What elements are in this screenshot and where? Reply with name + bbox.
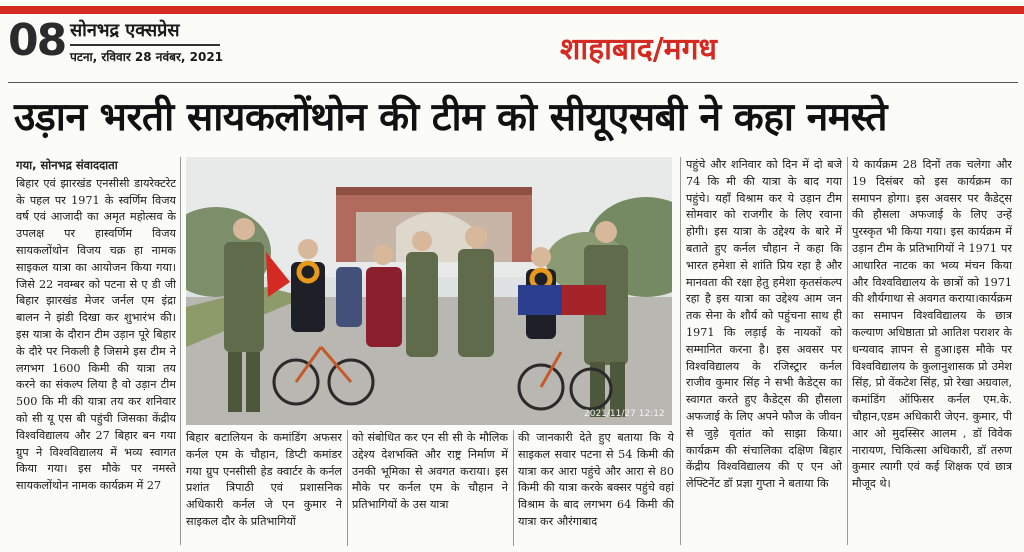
paper-name: सोनभद्र एक्सप्रेस bbox=[70, 20, 180, 41]
issue-date: पटना, रविवार 28 नवंबर, 2021 bbox=[70, 50, 224, 64]
column-2-text: बिहार बटालियन के कमांडिंग अफसर कर्नल एम के चौहान, डिप्टी कमांडर गया ग्रुप एनसीसी हेड क्वार्टर के कर्नल प्रशांत त्रिपाठी एवं प्रशासनिक अधिकारी कर्नल जे एन कुमार ने साइकल दौर के प्रतिभागियों bbox=[186, 431, 342, 528]
header-divider bbox=[8, 82, 1018, 83]
top-accent-bar bbox=[0, 6, 1024, 14]
article-column-3 bbox=[352, 430, 508, 548]
article-dateline: गया, सोनभद्र संवाददाता bbox=[16, 158, 118, 172]
column-6-text: ये कार्यक्रम 28 दिनों तक चलेगा और 19 दिसंबर को इस कार्यक्रम का समापन होगा। इस अवसर पर कैडेट्स की हौसला अफजाई के लिए उन्हें पुरस्कृत भी किया गया। इस कार्यक्रम में उड़ान टीम के प्रतिभागियों ने 1971 पर आधारित नाटक का भव्य मंचन किया और विश्वविद्यालय के छात्रों को 1971 की शौर्यगाथा से अवगत कराया।कार्यक्रम का समापन विश्वविद्यालय के छात्र कल्याण अधिष्ठाता प्रो आतिश पराशर के धन्यवाद ज्ञापन से हुआ।इस मौके पर विश्वविद्यालय के कुलानुशासक प्रो उमेश सिंह, प्रो वेंकटेश सिंह, प्रो रेखा अग्रवाल, कमांडिंग ऑफिसर कर्नल एम.के. चौहान,एडम अधिकारी जेएन. कुमार, पी आर ओ मुदस्सिर आलम , डॉ विवेक नारायण, चिकित्सा अधिकारी, डॉ तरुण कुमार त्यागी एवं कई शिक्षक एवं छात्र मौजूद थे। bbox=[852, 158, 1012, 491]
column-3-text: को संबोधित कर एन सी सी के मौलिक उद्देश्य देशभक्ति और राष्ट्र निर्माण में उनकी भूमिका से अवगत कराया। इस मौके पर कर्नल एम के चौहान ने प्रतिभागियों के उस यात्रा bbox=[352, 431, 508, 512]
column-4-text: की जानकारी देते हुए बताया कि ये साइकल सवार पटना से 54 किमी की यात्रा कर आरा पहुंचे और आरा से 80 किमी की यात्रा करके बक्सर पहुंचे वहां विश्राम के बाद लगभग 64 किमी की यात्रा कर औरंगाबाद bbox=[518, 431, 674, 528]
article-column-5 bbox=[686, 157, 842, 547]
page-number: 08 bbox=[8, 15, 66, 66]
masthead bbox=[70, 20, 224, 66]
column-5-text: पहुंचे और शनिवार को दिन में दो बजे 74 कि मी की यात्रा के बाद गया पहुंचे। यहाँ विश्राम कर ये उड़ान टीम सोमवार को राजगीर के लिए रवाना होगी। इस यात्रा के उद्देश्य के बारे में बताते हुए कर्नल चौहान ने कहा कि भारत हमेशा से शांति प्रिय रहा है और मानवता की रक्षा हेतु हमेशा कृतसंकल्प रहा है इस यात्रा का उद्देश्य आम जन तक सेना के शौर्य को पहुंचना साथ ही 1971 कि लड़ाई के नायकों को सम्मानित करना है। इस अवसर पर विश्वविद्यालय के रजिस्ट्रार कर्नल राजीव कुमार सिंह ने सभी कैडेट्स का स्वागत करते हुए कैडेट्स की हौसला अफजाई के लिए अपने फौज के जीवन से जुड़े वृतांत को साझा किया। कार्यक्रम की संचालिका दक्षिण बिहार केंद्रीय विश्वविद्यालय की ए एन ओ लेफ्टिनेंट डॉ प्रज्ञा गुप्ता ने बताया कि bbox=[686, 158, 842, 491]
column-divider bbox=[180, 157, 181, 545]
masthead-divider bbox=[70, 44, 220, 46]
column-divider bbox=[347, 430, 348, 546]
article-column-1 bbox=[16, 157, 176, 547]
section-title: शाहाबाद/मगध bbox=[560, 32, 717, 67]
column-divider bbox=[513, 430, 514, 546]
column-1-text: बिहार एवं झारखंड एनसीसी डायरेक्टरेट के पहल पर 1971 के स्वर्णिम विजय वर्ष एवं आजादी का अमृत महोत्सव के उपलक्ष पर हास्वर्णिम विजय सायकलोंथोन विजय चक्र हा नामक साइकल यात्रा का आयोजन किया गया। जिसे 22 नवम्बर को पटना से ए डी जी बिहार झारखंड मेजर जर्नल एम इंद्रा बालन ने झंडी दिखा कर शुभारंभ की। इस यात्रा के दौरान टीम उड़ान पूरे बिहार के दौरे पर निकली है जिसमे इस टीम ने लगभग 1600 किमी की यात्रा तय करने का संकल्प लिया है वो उड़ान टीम 500 कि मी की यात्रा तय कर शनिवार को सी यू एस बी पहुंची जिसका केंद्रीय विश्वविद्यालय और 27 बिहार बन गया ग्रुप ने विश्वविद्यालय में भव्य स्वागत किया गया। इस मौके पर नमस्ते सायकलोंथोन नामक कार्यक्रम में 27 bbox=[16, 176, 176, 493]
article-column-4 bbox=[518, 430, 674, 548]
article-column-6 bbox=[852, 157, 1012, 547]
article-headline: उड़ान भरती सायकलोंथोन की टीम को सीयूएसबी ने कहा नमस्ते bbox=[14, 95, 887, 140]
column-divider bbox=[847, 157, 848, 545]
article-column-2 bbox=[186, 430, 342, 548]
news-photo bbox=[186, 157, 672, 425]
photo-timestamp: 2021/11/27 12:12 bbox=[584, 409, 665, 419]
column-divider bbox=[680, 157, 681, 545]
